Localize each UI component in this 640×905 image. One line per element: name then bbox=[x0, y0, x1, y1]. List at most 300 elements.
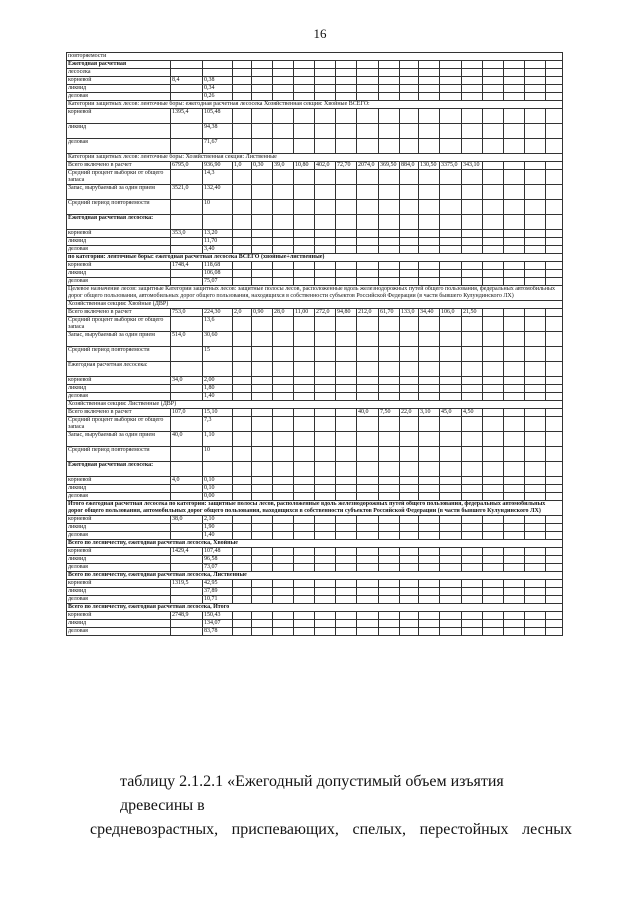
table-cell bbox=[233, 524, 252, 532]
table-cell bbox=[294, 393, 315, 401]
table-cell bbox=[462, 580, 483, 588]
table-cell bbox=[400, 278, 419, 286]
table-cell bbox=[252, 493, 273, 501]
row-label-cell: деловая bbox=[67, 493, 171, 501]
table-cell bbox=[504, 262, 525, 270]
section-header-cell: Категории защитных лесов: ленточные боры: ежегодная расчетная лесосека Хозяйственная секция: Хвойные ВСЕГО: bbox=[67, 101, 563, 109]
table-cell bbox=[525, 393, 546, 401]
table-cell bbox=[440, 524, 462, 532]
table-cell bbox=[440, 230, 462, 238]
table-cell bbox=[525, 485, 546, 493]
table-cell bbox=[294, 347, 315, 362]
table-cell: 4,0 bbox=[171, 477, 203, 485]
table-cell bbox=[315, 347, 336, 362]
table-cell bbox=[294, 61, 315, 69]
table-cell bbox=[462, 61, 483, 69]
table-cell bbox=[294, 230, 315, 238]
table-cell bbox=[462, 278, 483, 286]
table-cell bbox=[273, 347, 294, 362]
table-cell bbox=[379, 516, 400, 524]
row-label-cell: деловая bbox=[67, 393, 171, 401]
section-row bbox=[67, 501, 563, 516]
table-cell bbox=[273, 270, 294, 278]
table-cell bbox=[483, 347, 504, 362]
table-row bbox=[67, 61, 563, 69]
table-cell bbox=[440, 432, 462, 447]
table-cell bbox=[379, 362, 400, 377]
table-cell bbox=[294, 485, 315, 493]
table-cell bbox=[419, 124, 440, 139]
table-cell bbox=[419, 417, 440, 432]
table-cell bbox=[546, 580, 563, 588]
table-cell bbox=[171, 564, 203, 572]
section-header-cell: повторяемости bbox=[67, 53, 563, 61]
table-cell bbox=[462, 347, 483, 362]
table-cell bbox=[171, 85, 203, 93]
table-cell bbox=[233, 246, 252, 254]
table-cell bbox=[462, 200, 483, 215]
table-cell bbox=[336, 524, 357, 532]
table-cell bbox=[273, 417, 294, 432]
table-cell: 130,50 bbox=[419, 162, 440, 170]
table-cell bbox=[440, 347, 462, 362]
table-cell bbox=[525, 385, 546, 393]
table-cell bbox=[419, 620, 440, 628]
section-header-cell: Категории защитных лесов: ленточные боры: Хозяйственная секция: Лиственные bbox=[67, 154, 563, 162]
table-cell bbox=[273, 362, 294, 377]
table-cell bbox=[294, 556, 315, 564]
table-cell bbox=[525, 230, 546, 238]
table-cell bbox=[462, 170, 483, 185]
table-cell bbox=[462, 628, 483, 636]
table-cell bbox=[252, 417, 273, 432]
table-cell bbox=[546, 124, 563, 139]
table-cell bbox=[379, 170, 400, 185]
table-cell bbox=[483, 69, 504, 77]
table-cell bbox=[483, 409, 504, 417]
table-cell bbox=[273, 139, 294, 154]
table-cell bbox=[233, 347, 252, 362]
table-cell bbox=[233, 432, 252, 447]
table-cell bbox=[252, 332, 273, 347]
table-cell bbox=[294, 462, 315, 477]
table-cell bbox=[336, 477, 357, 485]
table-cell bbox=[233, 588, 252, 596]
table-cell: 0,26 bbox=[203, 93, 233, 101]
table-cell: 514,0 bbox=[171, 332, 203, 347]
table-cell: 34,40 bbox=[419, 309, 440, 317]
table-cell bbox=[546, 362, 563, 377]
table-cell bbox=[171, 124, 203, 139]
table-cell bbox=[294, 109, 315, 124]
section-row bbox=[67, 401, 563, 409]
row-label-cell: ликвид bbox=[67, 238, 171, 246]
table-cell bbox=[273, 200, 294, 215]
table-cell bbox=[357, 620, 379, 628]
table-cell bbox=[400, 432, 419, 447]
table-cell bbox=[336, 516, 357, 524]
table-cell bbox=[504, 556, 525, 564]
table-cell bbox=[504, 532, 525, 540]
table-cell bbox=[233, 270, 252, 278]
table-cell bbox=[504, 462, 525, 477]
table-cell bbox=[336, 124, 357, 139]
table-cell bbox=[546, 612, 563, 620]
table-cell bbox=[294, 170, 315, 185]
table-cell: 118,68 bbox=[203, 262, 233, 270]
table-cell bbox=[171, 524, 203, 532]
table-cell bbox=[462, 185, 483, 200]
section-row bbox=[67, 540, 563, 548]
table-cell bbox=[273, 548, 294, 556]
table-cell bbox=[400, 109, 419, 124]
table-cell: 369,50 bbox=[379, 162, 400, 170]
table-cell bbox=[483, 532, 504, 540]
table-cell bbox=[203, 462, 233, 477]
table-cell bbox=[546, 596, 563, 604]
table-row bbox=[67, 270, 563, 278]
row-label-cell: Запас, вырубаемый за один прием bbox=[67, 185, 171, 200]
table-cell bbox=[462, 556, 483, 564]
table-cell bbox=[504, 447, 525, 462]
table-cell bbox=[419, 270, 440, 278]
table-cell bbox=[315, 432, 336, 447]
table-cell bbox=[525, 377, 546, 385]
table-cell bbox=[171, 270, 203, 278]
table-cell bbox=[483, 628, 504, 636]
table-cell bbox=[483, 124, 504, 139]
table-cell bbox=[419, 332, 440, 347]
table-cell bbox=[357, 109, 379, 124]
table-cell bbox=[336, 548, 357, 556]
table-cell bbox=[462, 85, 483, 93]
table-cell bbox=[252, 612, 273, 620]
table-cell bbox=[336, 85, 357, 93]
table-cell bbox=[525, 409, 546, 417]
table-cell bbox=[357, 124, 379, 139]
table-cell bbox=[233, 317, 252, 332]
table-cell bbox=[315, 61, 336, 69]
table-cell bbox=[252, 124, 273, 139]
table-cell bbox=[440, 317, 462, 332]
table-cell bbox=[233, 580, 252, 588]
table-cell bbox=[171, 200, 203, 215]
table-cell bbox=[336, 532, 357, 540]
table-cell bbox=[357, 93, 379, 101]
table-cell bbox=[400, 462, 419, 477]
table-cell bbox=[233, 564, 252, 572]
table-cell bbox=[525, 564, 546, 572]
table-cell bbox=[379, 385, 400, 393]
body-text-line-2: средневозрастных, приспевающих, спелых, перестойных лесных bbox=[90, 821, 572, 838]
row-label-cell: ликвид bbox=[67, 385, 171, 393]
table-cell: 212,0 bbox=[357, 309, 379, 317]
table-cell bbox=[294, 620, 315, 628]
table-cell bbox=[379, 246, 400, 254]
table-cell bbox=[233, 170, 252, 185]
table-cell: 106,0 bbox=[440, 309, 462, 317]
table-cell bbox=[315, 612, 336, 620]
table-cell: 1,40 bbox=[203, 393, 233, 401]
table-cell bbox=[315, 262, 336, 270]
table-cell bbox=[379, 628, 400, 636]
table-cell bbox=[233, 230, 252, 238]
table-cell bbox=[171, 278, 203, 286]
table-cell: 10,71 bbox=[203, 596, 233, 604]
table-cell bbox=[357, 238, 379, 246]
table-cell bbox=[379, 447, 400, 462]
table-cell bbox=[357, 516, 379, 524]
row-label-cell: деловая bbox=[67, 278, 171, 286]
table-row bbox=[67, 409, 563, 417]
table-cell bbox=[400, 185, 419, 200]
table-cell bbox=[294, 447, 315, 462]
table-cell bbox=[336, 556, 357, 564]
table-cell bbox=[171, 556, 203, 564]
table-cell bbox=[379, 139, 400, 154]
table-cell bbox=[440, 532, 462, 540]
table-cell bbox=[546, 170, 563, 185]
table-cell bbox=[419, 347, 440, 362]
table-cell bbox=[252, 170, 273, 185]
table-cell bbox=[462, 596, 483, 604]
table-cell bbox=[336, 564, 357, 572]
table-cell bbox=[546, 109, 563, 124]
table-cell bbox=[315, 628, 336, 636]
table-cell bbox=[273, 432, 294, 447]
table-cell bbox=[546, 85, 563, 93]
table-cell bbox=[273, 516, 294, 524]
table-cell: 936,90 bbox=[203, 162, 233, 170]
table-cell: 94,38 bbox=[203, 124, 233, 139]
table-cell bbox=[379, 580, 400, 588]
table-cell: 2748,9 bbox=[171, 612, 203, 620]
table-cell bbox=[273, 628, 294, 636]
table-cell bbox=[336, 447, 357, 462]
table-cell bbox=[357, 185, 379, 200]
table-cell bbox=[400, 362, 419, 377]
table-cell bbox=[336, 77, 357, 85]
table-cell bbox=[171, 170, 203, 185]
table-row bbox=[67, 393, 563, 401]
table-cell bbox=[419, 238, 440, 246]
table-cell bbox=[252, 393, 273, 401]
table-cell bbox=[252, 477, 273, 485]
table-cell bbox=[336, 262, 357, 270]
table-cell bbox=[462, 362, 483, 377]
table-cell bbox=[546, 270, 563, 278]
table-cell bbox=[462, 270, 483, 278]
table-cell bbox=[315, 124, 336, 139]
table-cell bbox=[379, 93, 400, 101]
table-cell bbox=[294, 139, 315, 154]
table-cell bbox=[252, 532, 273, 540]
table-cell bbox=[379, 596, 400, 604]
table-cell bbox=[233, 93, 252, 101]
section-header-cell: по категории: ленточные боры: ежегодная расчетная лесосека ВСЕГО (хвойные+лиственные) bbox=[67, 254, 563, 262]
table-cell bbox=[525, 215, 546, 230]
row-label-cell: Средний период повторяемости bbox=[67, 447, 171, 462]
table-cell bbox=[273, 77, 294, 85]
table-cell bbox=[273, 462, 294, 477]
table-cell bbox=[546, 215, 563, 230]
table-cell bbox=[315, 93, 336, 101]
table-cell bbox=[171, 61, 203, 69]
row-label-cell: Всего включено в расчет bbox=[67, 409, 171, 417]
table-cell bbox=[440, 362, 462, 377]
table-cell bbox=[440, 185, 462, 200]
table-cell bbox=[440, 477, 462, 485]
table-cell bbox=[419, 462, 440, 477]
table-cell bbox=[525, 69, 546, 77]
table-cell bbox=[379, 77, 400, 85]
table-cell bbox=[315, 215, 336, 230]
table-cell bbox=[504, 139, 525, 154]
table-cell bbox=[546, 447, 563, 462]
table-cell: 0,34 bbox=[203, 85, 233, 93]
table-cell bbox=[171, 596, 203, 604]
table-cell: 73,07 bbox=[203, 564, 233, 572]
table-cell bbox=[525, 588, 546, 596]
table-cell bbox=[273, 215, 294, 230]
table-cell bbox=[504, 230, 525, 238]
table-cell: 2,0 bbox=[233, 309, 252, 317]
table-cell bbox=[419, 85, 440, 93]
table-cell bbox=[294, 596, 315, 604]
row-label-cell: корневой bbox=[67, 230, 171, 238]
table-cell bbox=[336, 377, 357, 385]
table-cell bbox=[273, 246, 294, 254]
table-cell bbox=[357, 200, 379, 215]
table-cell bbox=[379, 262, 400, 270]
table-cell bbox=[525, 185, 546, 200]
table-cell bbox=[400, 564, 419, 572]
table-cell bbox=[504, 377, 525, 385]
table-cell bbox=[419, 377, 440, 385]
section-row bbox=[67, 254, 563, 262]
table-cell bbox=[400, 393, 419, 401]
section-header-cell: Всего по лесничеству, ежегодная расчетная лесосека, Итого bbox=[67, 604, 563, 612]
table-cell bbox=[379, 61, 400, 69]
table-cell bbox=[379, 109, 400, 124]
table-cell bbox=[357, 170, 379, 185]
table-cell bbox=[252, 109, 273, 124]
table-cell bbox=[525, 317, 546, 332]
table-cell bbox=[273, 485, 294, 493]
table-cell bbox=[294, 93, 315, 101]
table-cell bbox=[294, 628, 315, 636]
table-cell bbox=[357, 278, 379, 286]
row-label-cell: ликвид bbox=[67, 270, 171, 278]
table-cell bbox=[379, 332, 400, 347]
table-cell bbox=[315, 556, 336, 564]
table-cell bbox=[357, 485, 379, 493]
table-cell bbox=[336, 612, 357, 620]
table-cell bbox=[171, 69, 203, 77]
table-cell bbox=[336, 332, 357, 347]
section-header-cell: Итого ежегодная расчетная лесосека по категории: защитные полосы лесов, расположенные вдоль железнодорожных путей общего пользования, федеральных автомобильных дорог общего пользования, автомобильных дорог общего пользования, находящихся в собственности субъектов Российской Федерации (в части бывшего Кулундинского ЛХ) bbox=[67, 501, 563, 516]
table-cell bbox=[440, 238, 462, 246]
table-cell bbox=[483, 588, 504, 596]
table-cell bbox=[336, 170, 357, 185]
table-cell bbox=[357, 493, 379, 501]
table-cell bbox=[546, 628, 563, 636]
table-cell bbox=[273, 109, 294, 124]
table-cell bbox=[315, 246, 336, 254]
table-cell bbox=[483, 93, 504, 101]
table-cell bbox=[294, 524, 315, 532]
table-cell bbox=[525, 362, 546, 377]
table-cell bbox=[171, 628, 203, 636]
table-cell: 40,0 bbox=[171, 432, 203, 447]
table-cell bbox=[252, 485, 273, 493]
table-cell bbox=[336, 200, 357, 215]
table-row bbox=[67, 185, 563, 200]
table-cell bbox=[483, 447, 504, 462]
table-cell bbox=[294, 85, 315, 93]
table-cell bbox=[504, 124, 525, 139]
table-cell bbox=[462, 564, 483, 572]
table-cell bbox=[315, 564, 336, 572]
table-cell: 134,07 bbox=[203, 620, 233, 628]
table-cell bbox=[419, 69, 440, 77]
table-cell bbox=[546, 532, 563, 540]
table-row bbox=[67, 485, 563, 493]
table-cell bbox=[233, 332, 252, 347]
table-cell bbox=[440, 77, 462, 85]
table-cell bbox=[419, 524, 440, 532]
table-cell bbox=[315, 185, 336, 200]
table-cell bbox=[252, 548, 273, 556]
table-cell bbox=[419, 215, 440, 230]
table-cell bbox=[233, 385, 252, 393]
table-cell: 13,6 bbox=[203, 317, 233, 332]
table-cell bbox=[400, 556, 419, 564]
table-cell bbox=[273, 620, 294, 628]
table-cell bbox=[400, 516, 419, 524]
table-cell bbox=[171, 417, 203, 432]
table-cell bbox=[546, 417, 563, 432]
table-cell bbox=[233, 556, 252, 564]
section-header-cell: Всего по лесничеству, ежегодная расчетная лесосека, Хвойные bbox=[67, 540, 563, 548]
table-cell bbox=[400, 170, 419, 185]
table-cell bbox=[504, 162, 525, 170]
table-cell bbox=[252, 447, 273, 462]
table-cell bbox=[440, 447, 462, 462]
row-label-cell: Запас, вырубаемый за один прием bbox=[67, 432, 171, 447]
table-cell: 34,0 bbox=[171, 377, 203, 385]
table-cell bbox=[252, 69, 273, 77]
table-cell bbox=[336, 385, 357, 393]
table-cell bbox=[315, 409, 336, 417]
table-cell: 1429,4 bbox=[171, 548, 203, 556]
table-cell bbox=[357, 432, 379, 447]
table-cell bbox=[483, 162, 504, 170]
table-cell bbox=[379, 270, 400, 278]
table-cell bbox=[504, 185, 525, 200]
table-row bbox=[67, 447, 563, 462]
table-row bbox=[67, 200, 563, 215]
table-cell bbox=[315, 238, 336, 246]
table-cell bbox=[483, 185, 504, 200]
table-cell bbox=[525, 596, 546, 604]
row-label-cell: деловая bbox=[67, 596, 171, 604]
table-cell bbox=[504, 362, 525, 377]
table-cell bbox=[233, 417, 252, 432]
table-cell bbox=[294, 185, 315, 200]
table-cell bbox=[233, 61, 252, 69]
section-row bbox=[67, 286, 563, 301]
